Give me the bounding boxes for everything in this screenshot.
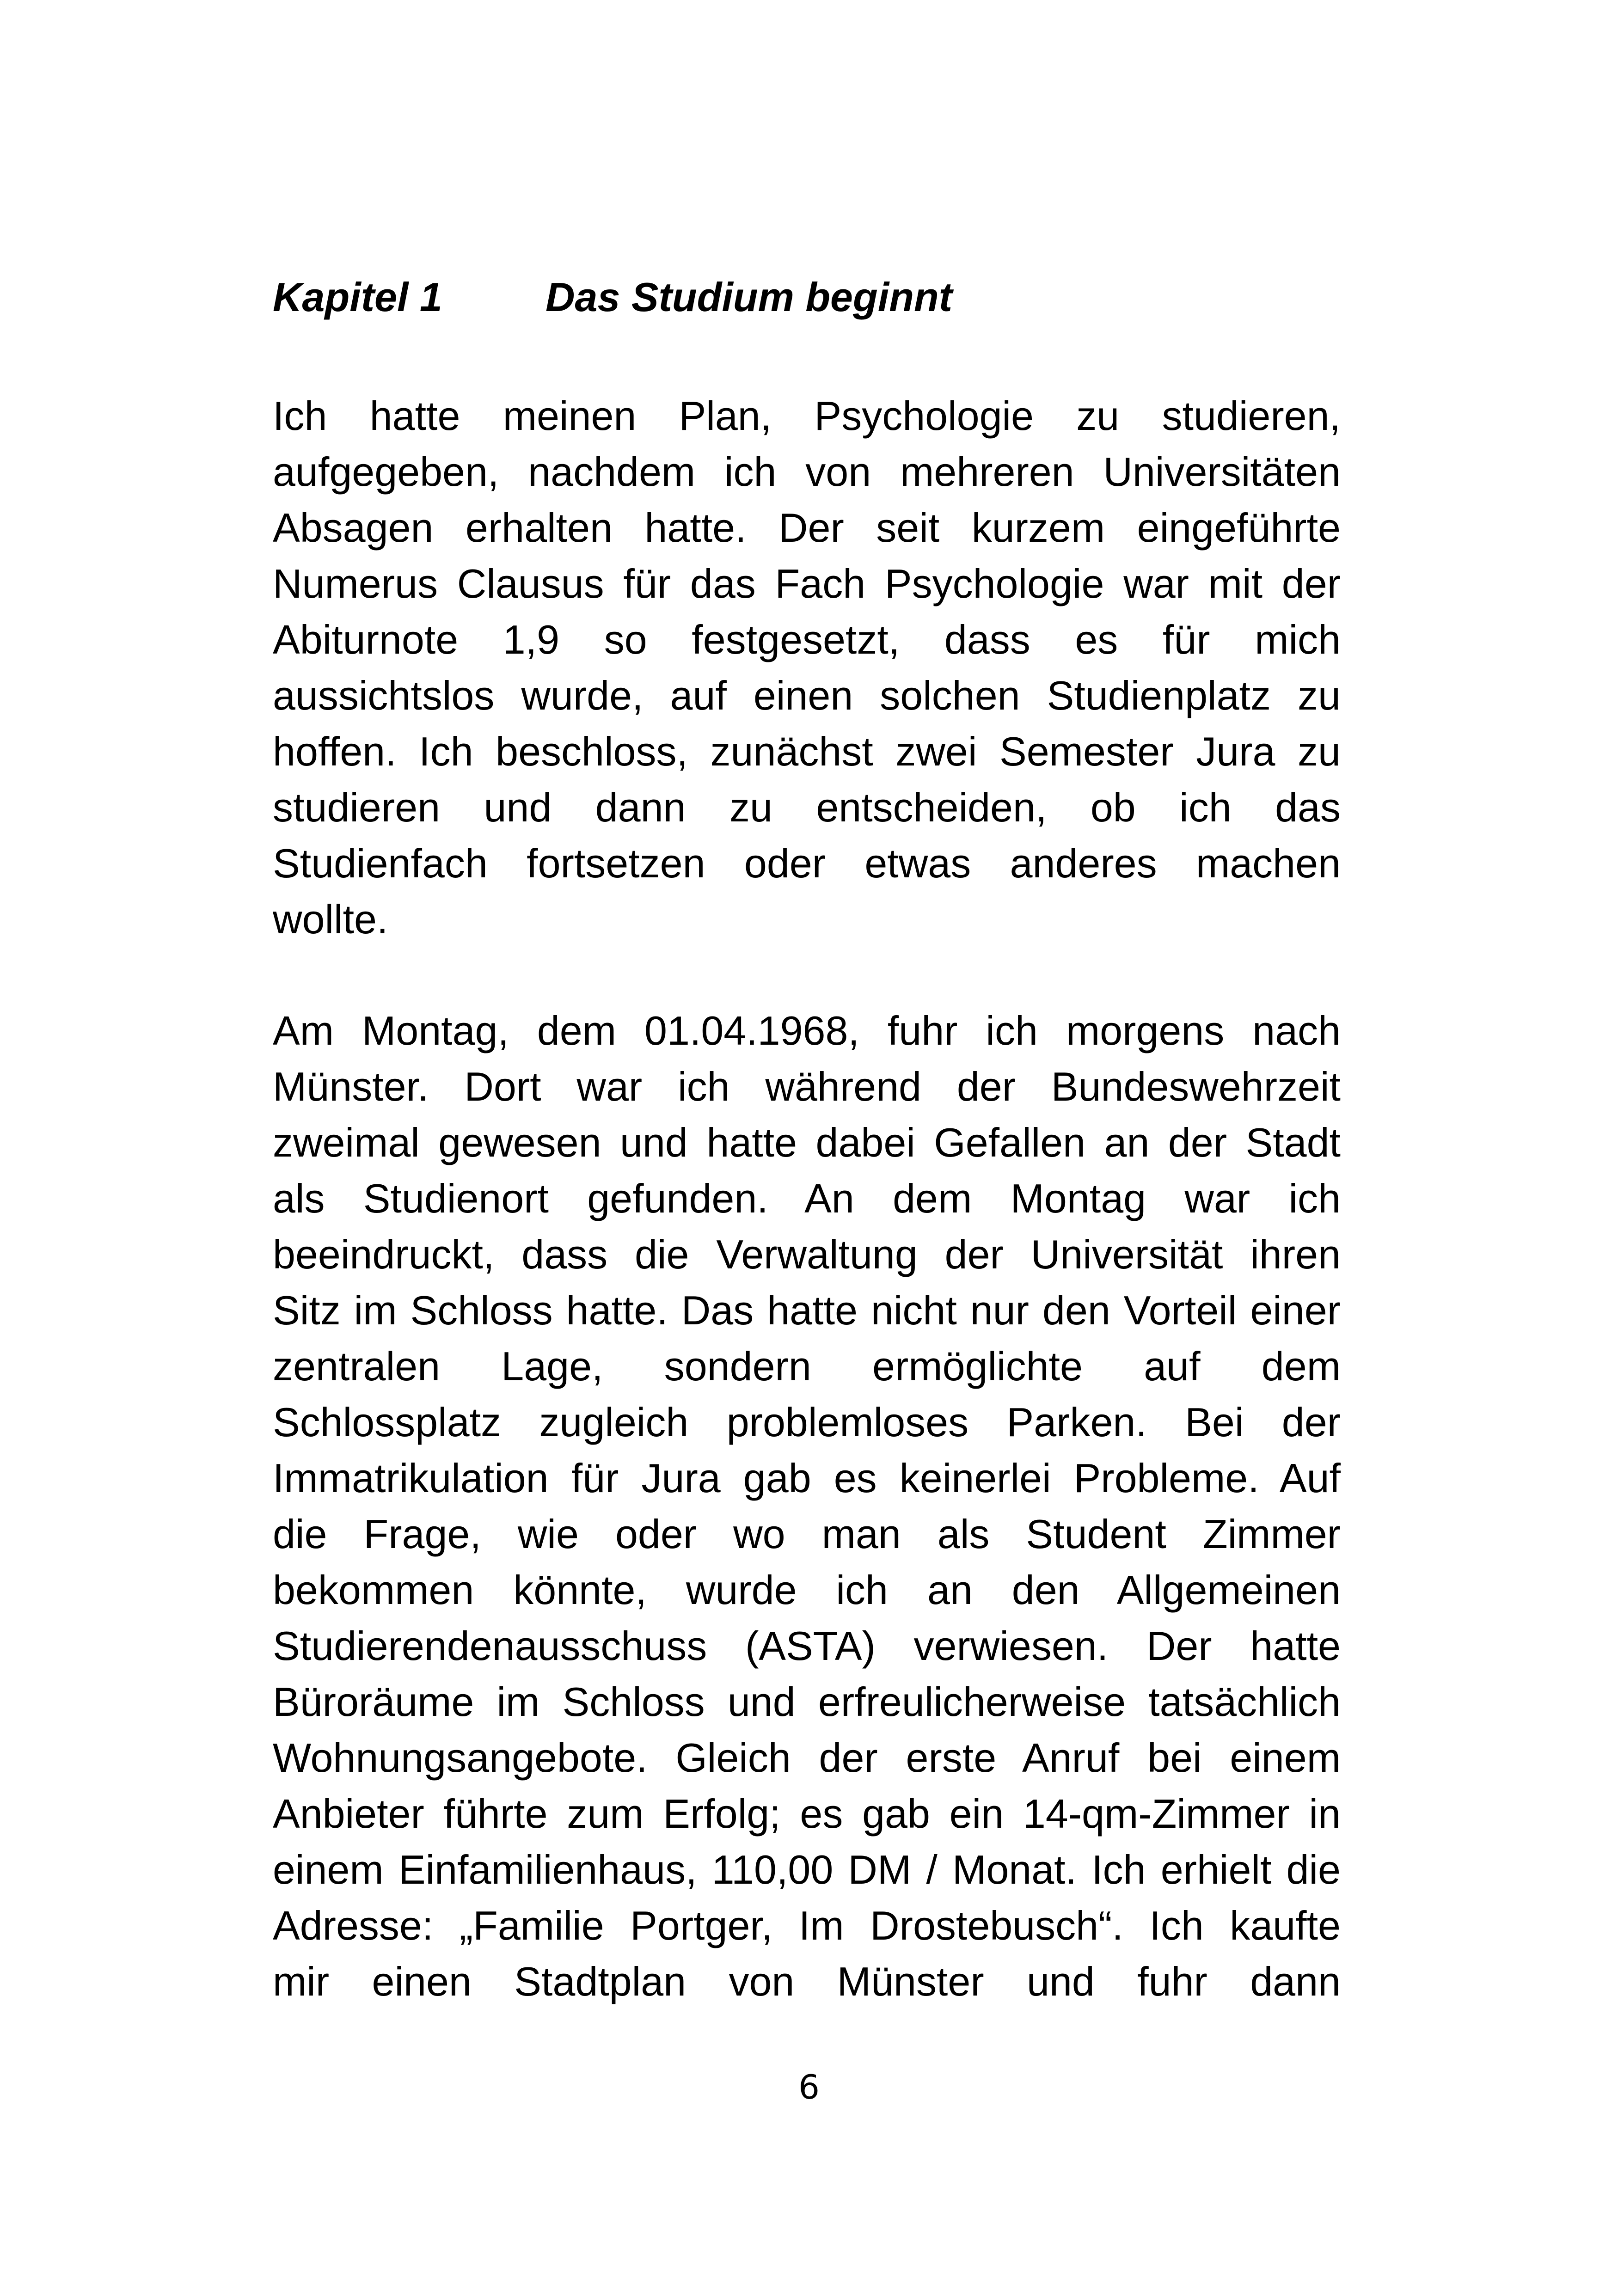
text-line: Sitz im Schloss hatte. Das hatte nicht nur den Vorteil einer [273, 1287, 1341, 1333]
text-line: aufgegeben, nachdem ich von mehreren Universitäten [273, 449, 1341, 495]
text-line: aussichtslos wurde, auf einen solchen Studienplatz zu [273, 673, 1341, 718]
text-line: mir einen Stadtplan von Münster und fuhr dann [273, 1959, 1341, 2004]
text-line: als Studienort gefunden. An dem Montag war ich [273, 1176, 1341, 1221]
text-line: Abiturnote 1,9 so festgesetzt, dass es für mich [273, 617, 1341, 662]
text-line: Ich hatte meinen Plan, Psychologie zu studieren, [273, 393, 1341, 439]
text-line: Absagen erhalten hatte. Der seit kurzem eingeführte [273, 505, 1341, 551]
text-line: zentralen Lage, sondern ermöglichte auf dem [273, 1343, 1341, 1389]
text-line: studieren und dann zu entscheiden, ob ich das [273, 784, 1341, 830]
text-line: Immatrikulation für Jura gab es keinerlei Probleme. Auf [273, 1455, 1341, 1501]
text-line: bekommen könnte, wurde ich an den Allgemeinen [273, 1567, 1341, 1613]
text-line: beeindruckt, dass die Verwaltung der Universität ihren [273, 1231, 1341, 1277]
page-number: 6 [798, 2068, 820, 2106]
chapter-number: Kapitel 1 [273, 274, 442, 320]
text-line: hoffen. Ich beschloss, zunächst zwei Semester Jura zu [273, 729, 1341, 774]
text-line: Numerus Clausus für das Fach Psychologie war mit der [273, 561, 1341, 606]
text-line: Münster. Dort war ich während der Bundeswehrzeit [273, 1064, 1341, 1109]
text-line: einem Einfamilienhaus, 110,00 DM / Monat. Ich erhielt die [273, 1847, 1341, 1892]
text-line: Am Montag, dem 01.04.1968, fuhr ich morgens nach [273, 1008, 1341, 1053]
text-line: Wohnungsangebote. Gleich der erste Anruf bei einem [273, 1735, 1341, 1781]
text-line: Studienfach fortsetzen oder etwas anderes machen [273, 840, 1341, 886]
text-line: Adresse: „Familie Portger, Im Drostebusch“. Ich kaufte [273, 1903, 1341, 1948]
text-line: Anbieter führte zum Erfolg; es gab ein 14-qm-Zimmer in [273, 1791, 1341, 1837]
text-line: wollte. [273, 896, 388, 942]
chapter-title: Das Studium beginnt [545, 274, 952, 320]
text-line: die Frage, wie oder wo man als Student Zimmer [273, 1511, 1341, 1557]
text-line: Schlossplatz zugleich problemloses Parken. Bei der [273, 1399, 1341, 1445]
text-line: Büroräume im Schloss und erfreulicherweise tatsächlich [273, 1679, 1341, 1725]
text-line: Studierendenausschuss (ASTA) verwiesen. Der hatte [273, 1623, 1341, 1669]
text-line: zweimal gewesen und hatte dabei Gefallen an der Stadt [273, 1120, 1341, 1165]
chapter-heading [273, 269, 952, 325]
